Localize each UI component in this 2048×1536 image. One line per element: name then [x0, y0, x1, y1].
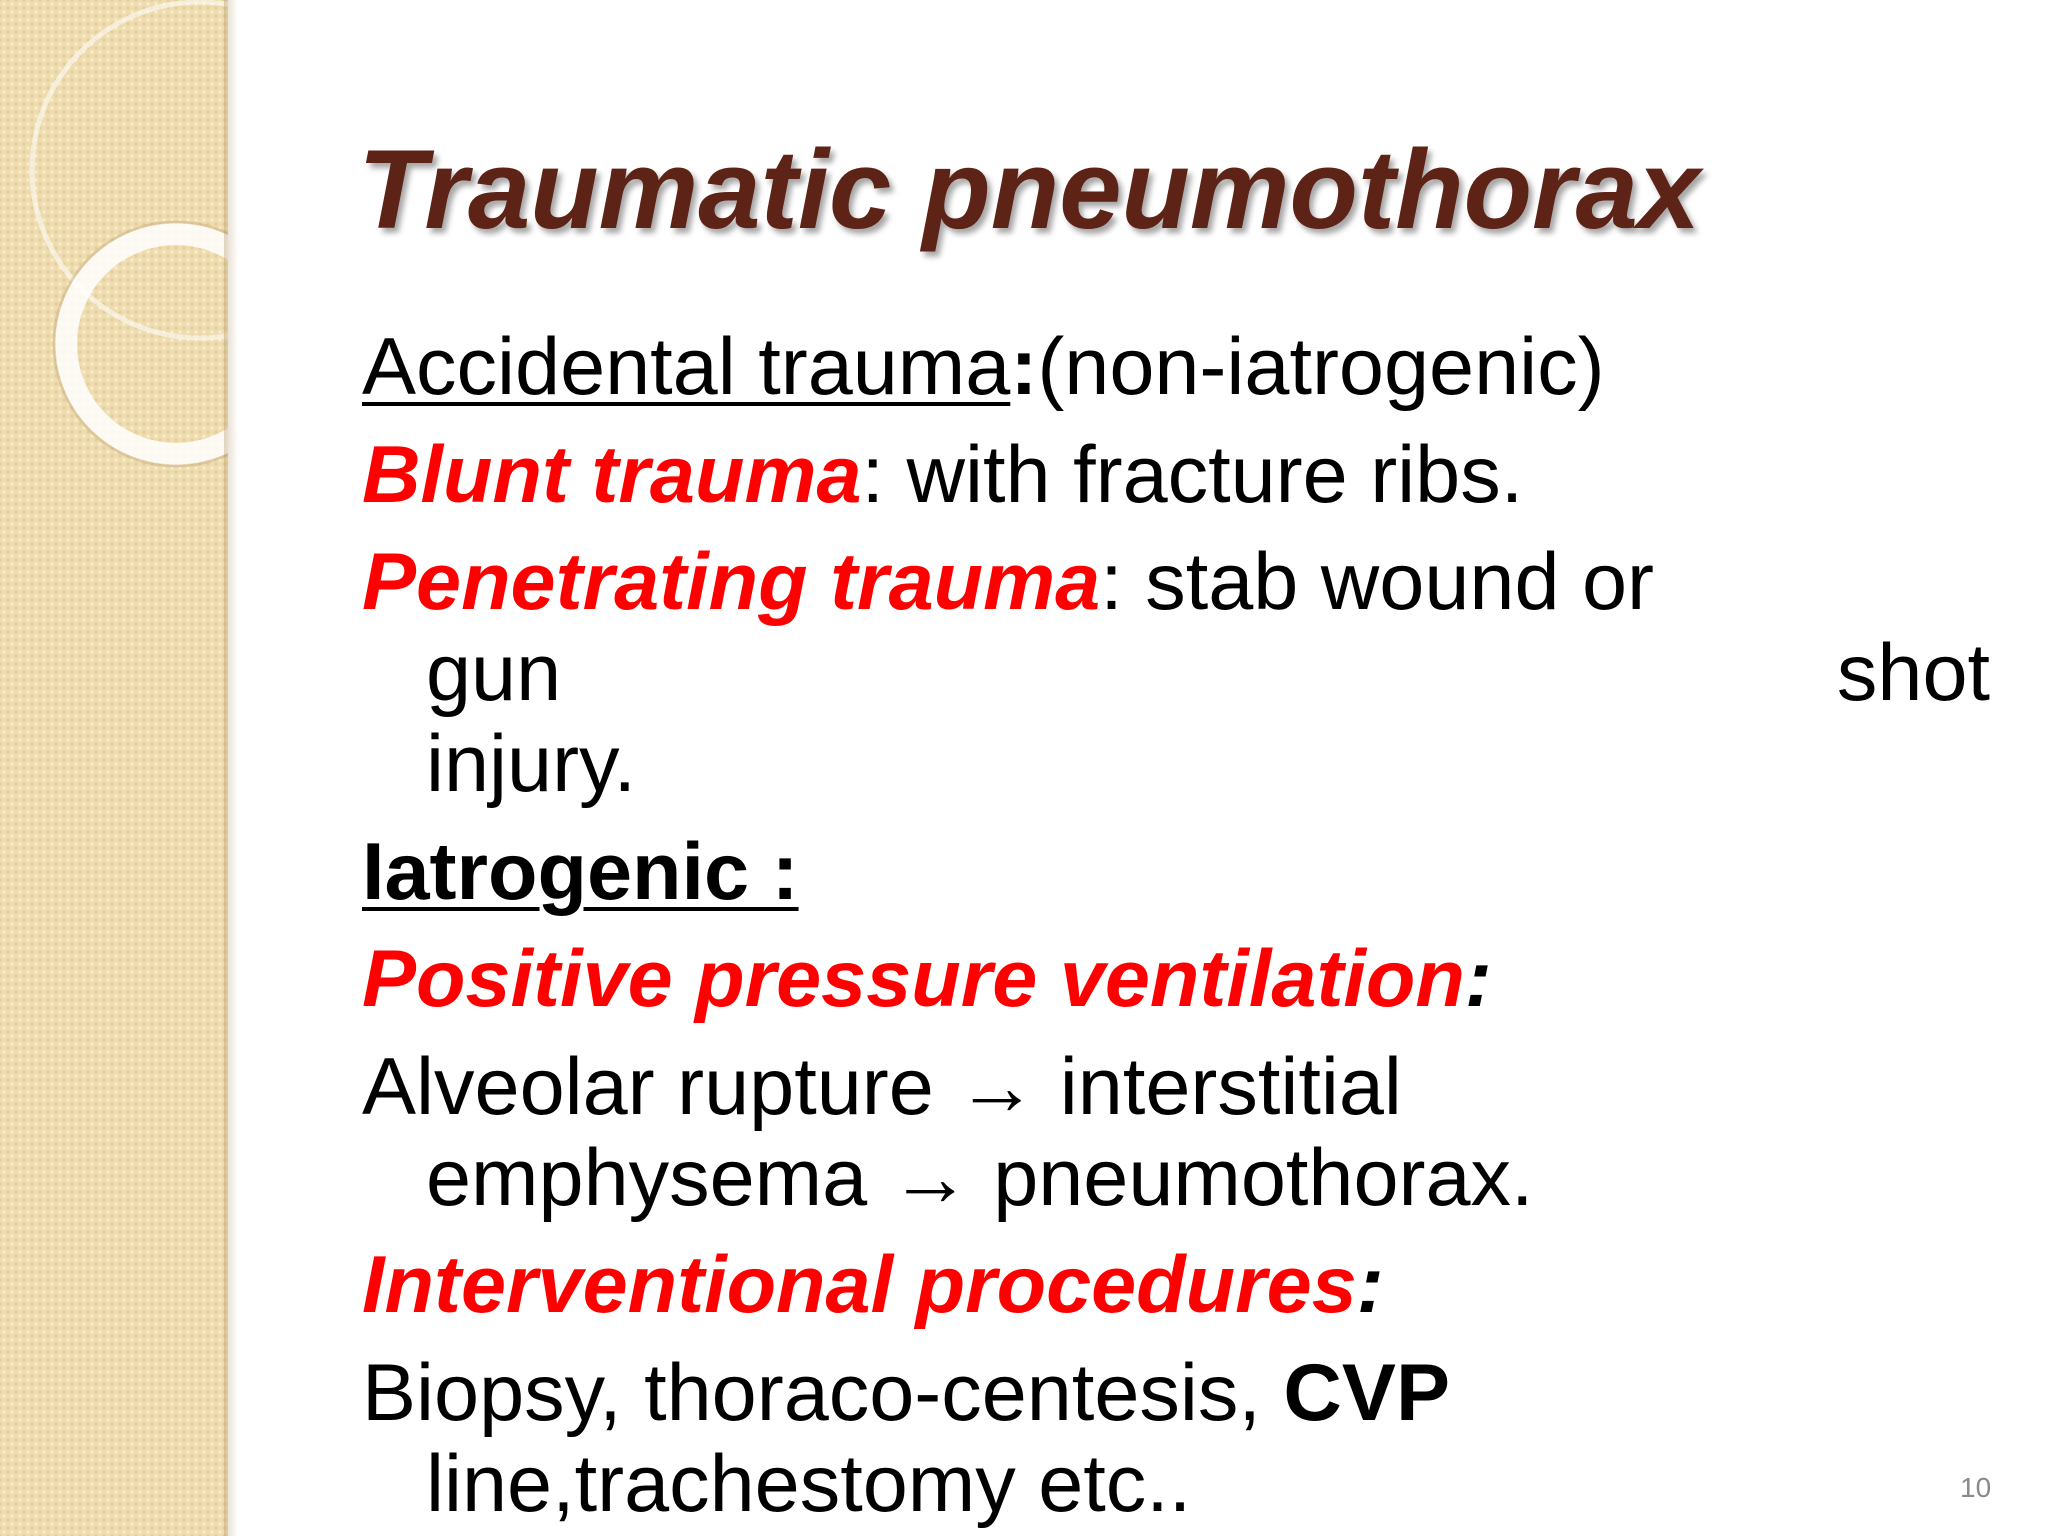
penetrating-continuation: [362, 628, 1990, 719]
slide-title: Traumatic pneumothorax: [358, 127, 1701, 252]
ppv-detail-line-2: emphysema → pneumothorax.: [426, 1132, 1534, 1223]
penetrating-cont-right: shot: [1836, 628, 1990, 719]
interventional-label: Interventional procedures: [362, 1240, 1357, 1331]
interventional-line: [362, 1240, 1982, 1331]
accidental-trauma-line: [362, 322, 1982, 413]
blunt-trauma-text: : with fracture ribs.: [861, 429, 1524, 520]
ppv-label: Positive pressure ventilation: [362, 934, 1465, 1025]
interventional-colon: :: [1356, 1240, 1384, 1331]
slide-body: [362, 322, 1990, 1530]
decorative-left-band: [0, 0, 228, 1536]
interventional-detail-line-1: [362, 1348, 1982, 1439]
iatrogenic-heading: Iatrogenic :: [362, 826, 799, 917]
ppv-detail-line-1: Alveolar rupture → interstitial: [362, 1042, 1402, 1133]
penetrating-trauma-label: Penetrating trauma: [362, 537, 1101, 628]
accidental-colon: :: [1010, 322, 1038, 412]
decorative-rings: [0, 0, 228, 520]
penetrating-cont-last: injury.: [426, 718, 637, 809]
accidental-trauma-heading: Accidental trauma: [362, 322, 1011, 412]
penetrating-justified-row: [426, 628, 1990, 719]
blunt-trauma-line: [362, 430, 1982, 521]
page-number: 10: [1960, 1472, 1992, 1503]
iatrogenic-line: [362, 827, 1982, 918]
penetrating-trauma-line: [362, 537, 1982, 628]
interventional-detail-start: Biopsy, thoraco-centesis,: [362, 1348, 1284, 1439]
blunt-trauma-label: Blunt trauma: [362, 429, 862, 520]
accidental-note: (non-iatrogenic): [1037, 322, 1605, 412]
band-edge-shadow: [224, 0, 238, 1536]
interventional-detail-bold: CVP: [1283, 1348, 1450, 1439]
interventional-detail-line-2: line,trachestomy etc..: [426, 1438, 1192, 1529]
ppv-colon: :: [1464, 934, 1492, 1025]
ppv-line: [362, 934, 1982, 1025]
penetrating-trauma-text: : stab wound or: [1100, 537, 1655, 628]
penetrating-cont-left: gun: [426, 628, 562, 719]
